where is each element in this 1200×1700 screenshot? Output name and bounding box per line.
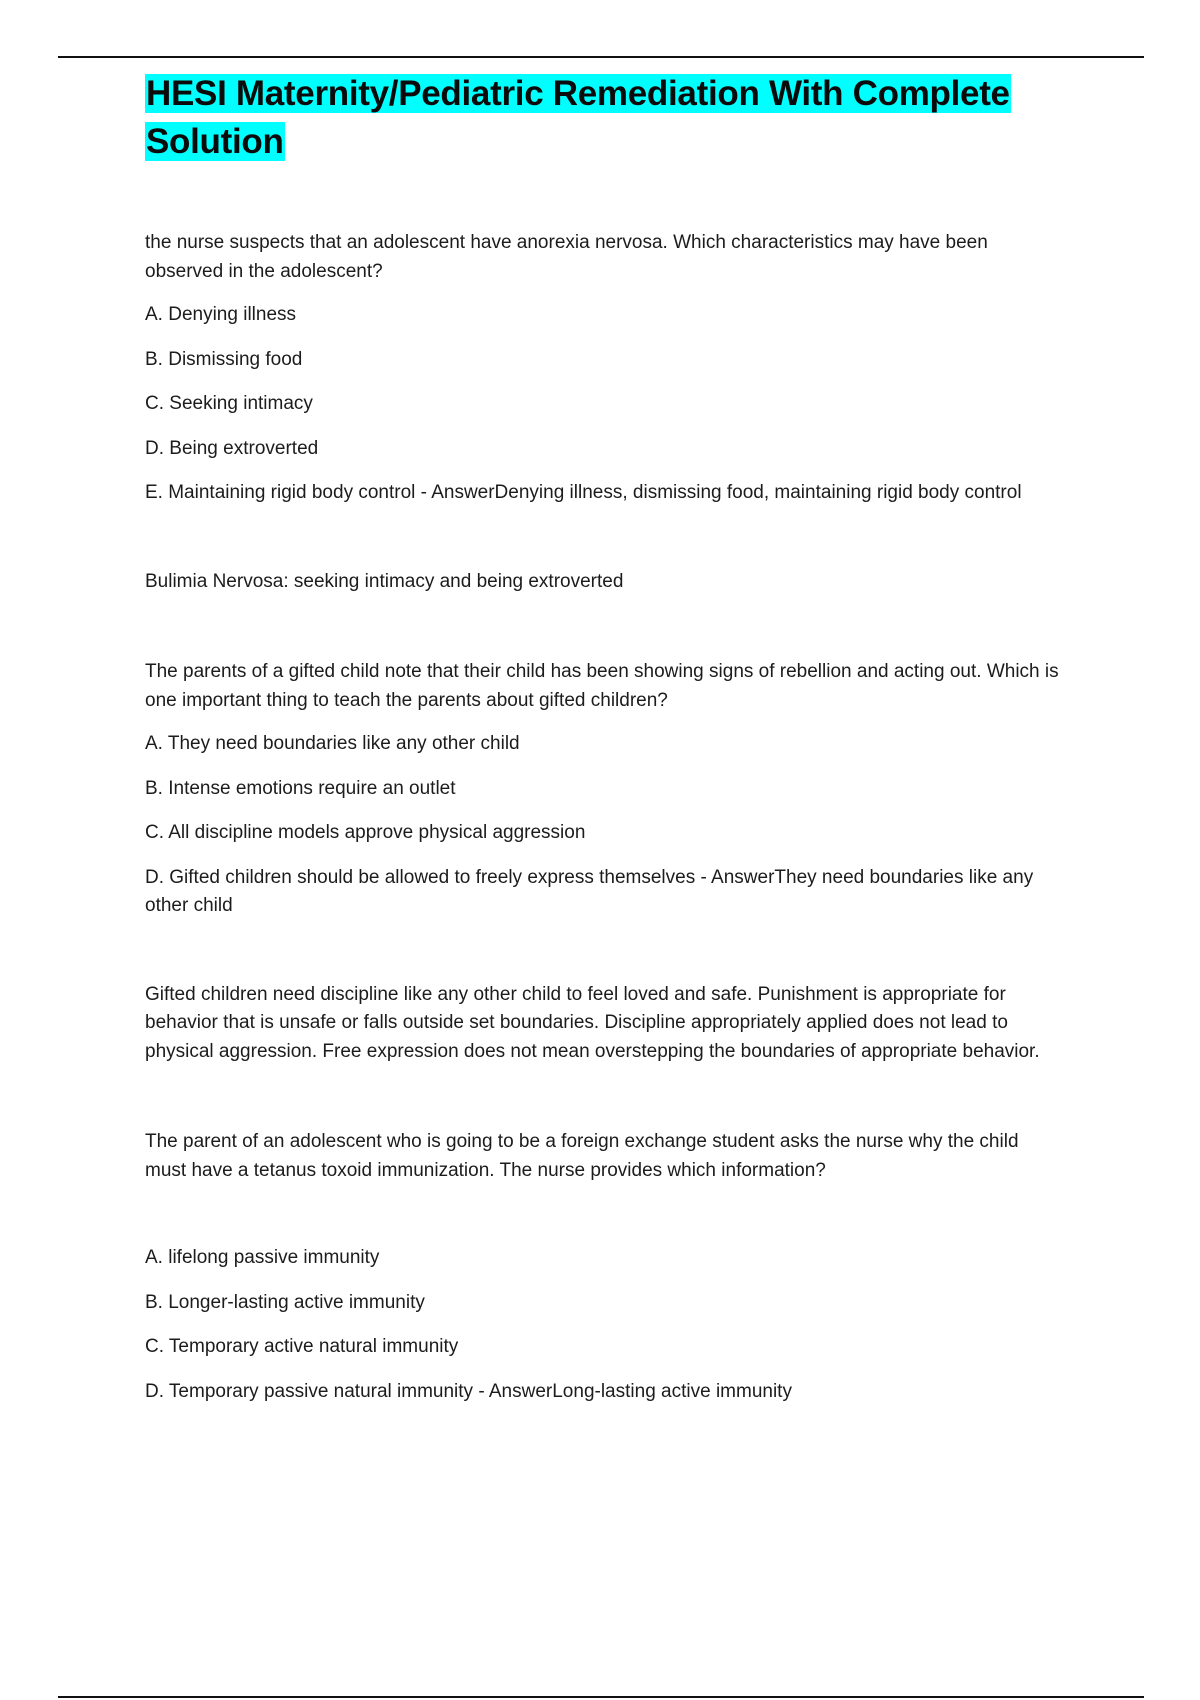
answer-option: E. Maintaining rigid body control - AnswerDenying illness, dismissing food, maintaining rigid body control — [145, 482, 1022, 503]
answer-option: C. Seeking intimacy — [145, 393, 313, 414]
document-content — [145, 229, 1060, 1406]
question-block-2 — [145, 658, 1060, 1066]
document-page — [145, 70, 1060, 1422]
answer-option: D. Temporary passive natural immunity - AnswerLong-lasting active immunity — [145, 1380, 792, 1402]
rationale-text: Bulimia Nervosa: seeking intimacy and being extroverted — [145, 570, 624, 592]
answer-option: D. Being extroverted — [145, 437, 319, 459]
answer-option: B. Intense emotions require an outlet — [145, 777, 456, 799]
question-block-1 — [145, 229, 1060, 596]
answer-option: C. All discipline models approve physical aggression — [145, 822, 586, 843]
answer-option: C. Temporary active natural immunity — [145, 1336, 459, 1357]
question-text: the nurse suspects that an adolescent have anorexia nervosa. Which characteristics may have been observed in the adolescent? — [145, 232, 988, 282]
answer-option: B. Dismissing food — [145, 348, 303, 370]
top-divider — [58, 56, 1144, 58]
question-block-3 — [145, 1128, 1060, 1406]
answer-option: B. Longer-lasting active immunity — [145, 1291, 425, 1313]
question-text: The parent of an adolescent who is going to be a foreign exchange student asks the nurse why the child must have a tetanus toxoid immunization. The nurse provides which information? — [145, 1131, 1019, 1181]
title-highlight: HESI Maternity/Pediatric Remediation With Complete Solution — [146, 74, 1010, 161]
bottom-divider — [58, 1696, 1144, 1698]
document-title — [145, 70, 1060, 166]
answer-option: A. Denying illness — [145, 304, 297, 325]
question-text: The parents of a gifted child note that their child has been showing signs of rebellion and acting out. Which is one important thing to teach the parents about gifted children? — [145, 661, 1059, 711]
rationale-text: Gifted children need discipline like any other child to feel loved and safe. Punishment is appropriate for behavior that is unsafe or falls outside set boundaries. Discipline appropriately applied does not lead to physical aggression. Free expression does not mean overstepping the boundaries of appropriate behavior. — [145, 983, 1040, 1062]
answer-option: A. lifelong passive immunity — [145, 1247, 380, 1268]
answer-option: D. Gifted children should be allowed to freely express themselves - AnswerThey need boundaries like any other child — [145, 866, 1034, 916]
answer-option: A. They need boundaries like any other child — [145, 733, 520, 754]
